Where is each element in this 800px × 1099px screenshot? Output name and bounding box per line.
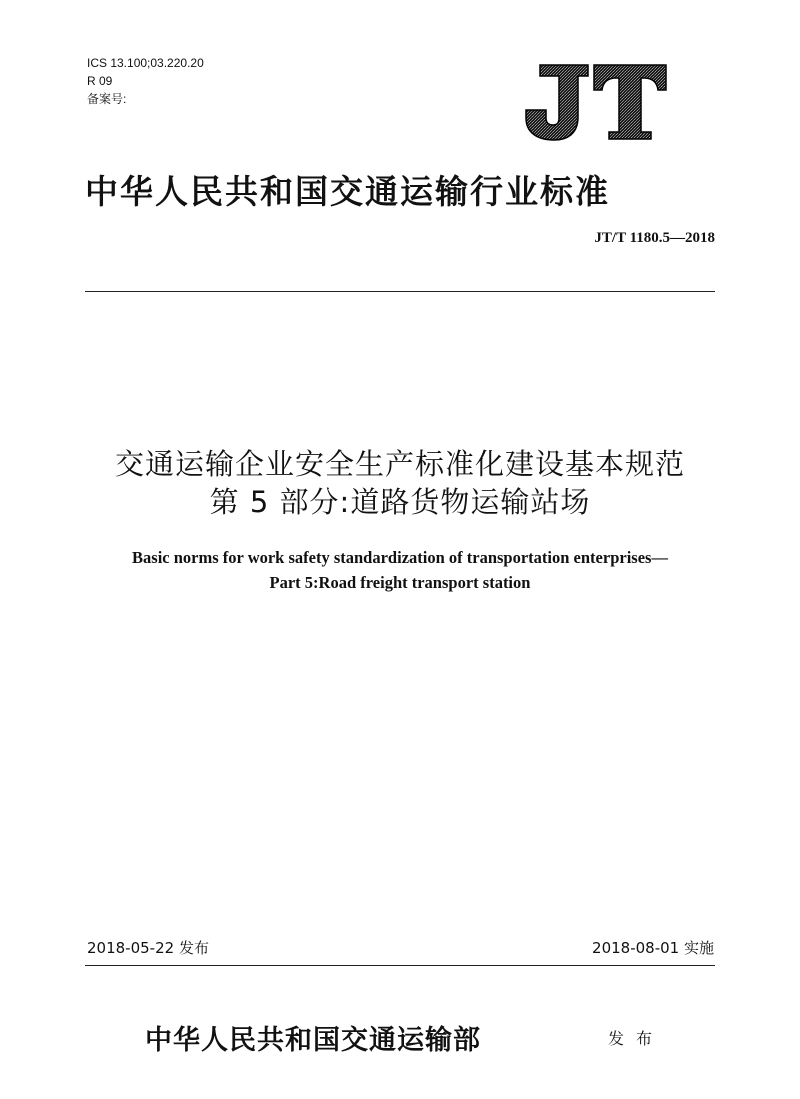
publisher-name: 中华人民共和国交通运输部 bbox=[145, 1025, 481, 1056]
ics-code: ICS 13.100;03.220.20 bbox=[87, 56, 204, 70]
bottom-divider bbox=[85, 965, 715, 966]
title-cn-line2: 第 5 部分:道路货物运输站场 bbox=[209, 485, 591, 519]
standard-category: 中华人民共和国交通运输行业标准 bbox=[85, 172, 610, 211]
jt-logo bbox=[520, 62, 670, 142]
jt-logo-graphic bbox=[520, 62, 670, 142]
classification-block bbox=[87, 54, 204, 108]
title-cn-line1: 交通运输企业安全生产标准化建设基本规范 bbox=[114, 447, 685, 481]
top-divider bbox=[85, 291, 715, 292]
title-en-line2: Part 5:Road freight transport station bbox=[269, 573, 531, 592]
implementation-date: 2018-08-01 实施 bbox=[592, 939, 714, 957]
issue-date: 2018-05-22 发布 bbox=[87, 939, 209, 957]
filing-number-label: 备案号: bbox=[87, 92, 127, 106]
publish-label: 发布 bbox=[608, 1029, 665, 1048]
standard-number: JT/T 1180.5—2018 bbox=[594, 230, 715, 246]
title-en-line1: Basic norms for work safety standardization of transportation enterprises— bbox=[132, 548, 668, 567]
classification-code: R 09 bbox=[87, 74, 113, 88]
